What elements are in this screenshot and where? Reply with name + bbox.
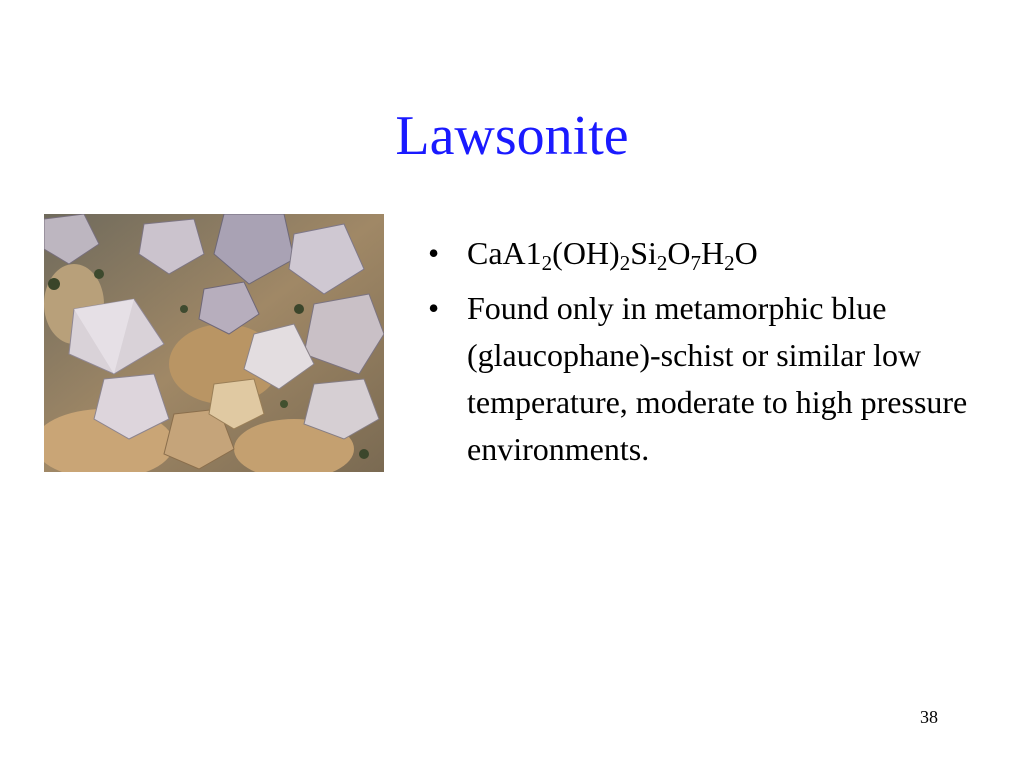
formula-part: (OH)	[552, 235, 620, 271]
bullet-description	[424, 285, 994, 473]
bullet-text: Found only in metamorphic blue (glaucophane)-schist or similar low temperature, moderate to high pressure environments.	[467, 290, 968, 467]
formula-subscript: 7	[690, 251, 701, 275]
page-number: 38	[920, 707, 938, 727]
bullet-marker: •	[428, 235, 440, 271]
formula-part: Si	[630, 235, 657, 271]
formula-part: O	[667, 235, 691, 271]
lawsonite-crystal-photo	[44, 214, 384, 472]
formula-part: O	[734, 235, 758, 271]
bullet-formula	[424, 230, 994, 277]
formula-subscript: 2	[656, 251, 668, 275]
bullet-list	[424, 230, 994, 481]
formula-part: CaA1	[467, 235, 542, 271]
formula-text	[467, 235, 758, 275]
formula-subscript: 2	[724, 251, 735, 275]
bullet-marker: •	[428, 290, 440, 326]
crystal-photo-drawing	[44, 214, 384, 472]
formula-subscript: 2	[619, 251, 631, 275]
slide-title: Lawsonite	[395, 105, 629, 167]
formula-subscript: 2	[541, 251, 553, 275]
formula-part: H	[700, 235, 725, 271]
